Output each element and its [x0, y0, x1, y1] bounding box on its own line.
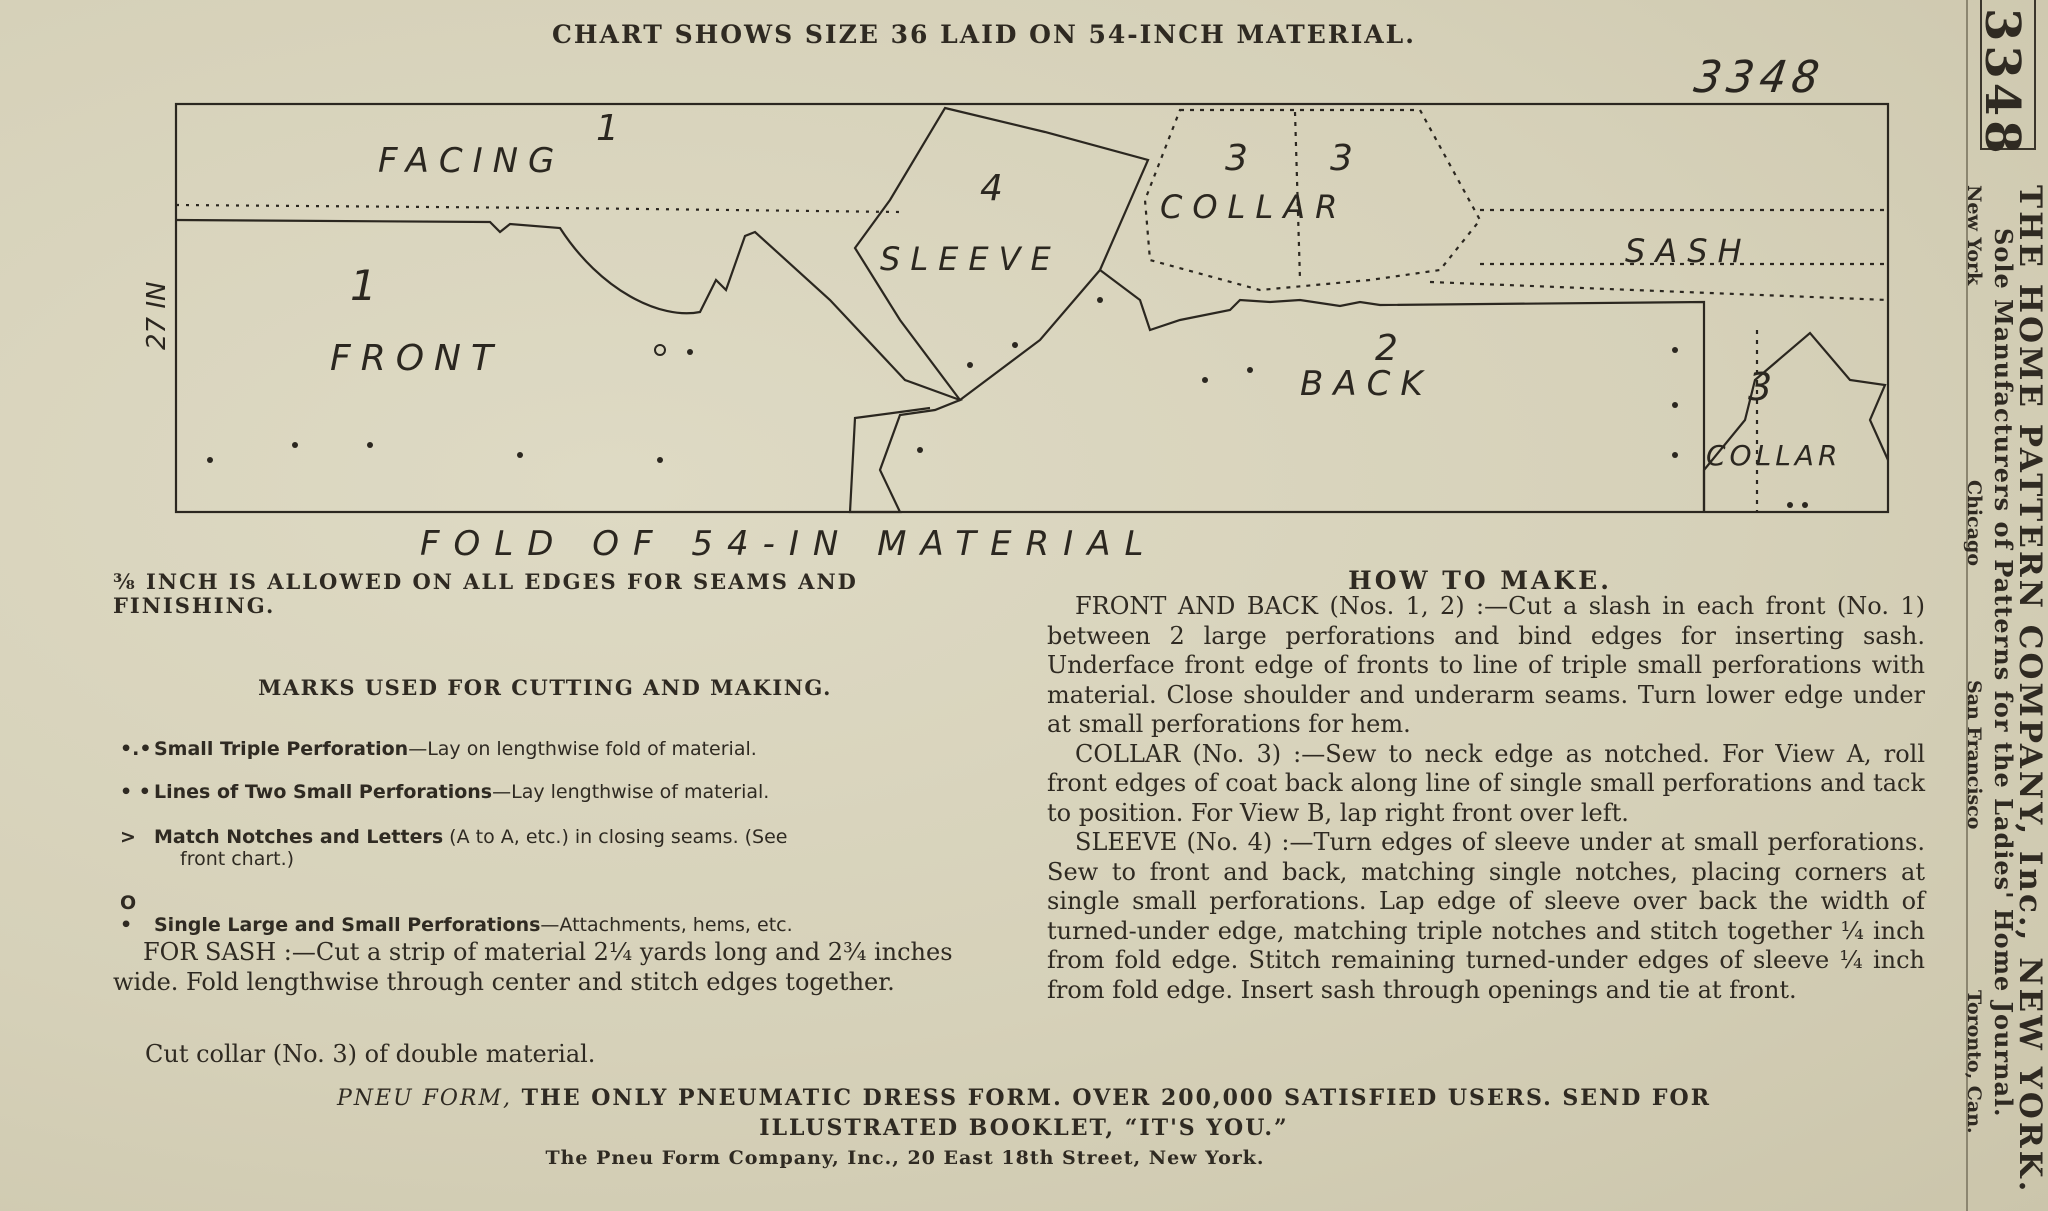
company-subtitle: Sole Manufacturers of Patterns for the Ladies' Home Journal. — [1989, 228, 2018, 1118]
sash-label: SASH — [1625, 232, 1752, 270]
how-to-make-body — [1047, 592, 1925, 1005]
mark-row — [120, 781, 1000, 803]
how-to-make-title: HOW TO MAKE. — [1348, 566, 1612, 595]
collar-number-a: 3 — [1225, 138, 1258, 179]
company-name: THE HOME PATTERN COMPANY, Inc., NEW YORK. — [2012, 185, 2048, 1195]
front-number: 1 — [350, 261, 387, 310]
mark-text: (A to A, etc.) in closing seams. (See — [443, 826, 788, 848]
advertiser-address: The Pneu Form Company, Inc., 20 East 18th Street, New York. — [545, 1147, 1265, 1169]
advertisement-line-2: ILLUSTRATED BOOKLET, “IT'S YOU.” — [759, 1115, 1289, 1141]
collar2-label: COLLAR — [1706, 439, 1842, 472]
cutting-chart — [0, 0, 1950, 560]
collar2-piece — [1704, 333, 1888, 512]
collar-label: COLLAR — [1160, 188, 1348, 226]
triple-perforation-icon: •.• — [120, 738, 152, 760]
advertisement-line — [0, 1085, 2048, 1111]
large-small-perforation-icon: O • — [120, 892, 137, 936]
double-perforation-icon: • • — [120, 781, 151, 803]
collar2-number: 3 — [1748, 365, 1783, 409]
ad-brand: PNEU FORM, — [336, 1086, 513, 1111]
mark-text: —Lay on lengthwise fold of material. — [408, 738, 757, 760]
pattern-number: 3348 — [1974, 8, 2030, 158]
facing-number: 1 — [596, 108, 629, 149]
seam-allowance-note: ⅜ INCH IS ALLOWED ON ALL EDGES FOR SEAMS AND FINISHING. — [113, 569, 858, 618]
collar-number-b: 3 — [1330, 138, 1363, 179]
sleeve-label: SLEEVE — [880, 240, 1061, 278]
mark-row — [120, 738, 1000, 760]
mark-text: —Attachments, hems, etc. — [540, 914, 793, 936]
marks-title: MARKS USED FOR CUTTING AND MAKING. — [258, 675, 832, 700]
city-toronto: Toronto, Can. — [1963, 990, 1985, 1134]
mark-name: Lines of Two Small Perforations — [154, 781, 493, 803]
city-san-francisco: San Francisco — [1963, 680, 1985, 830]
notch-icon: > — [120, 826, 136, 848]
ad-text: THE ONLY PNEUMATIC DRESS FORM. OVER 200,000 SATISFIED USERS. SEND FOR — [512, 1085, 1711, 1111]
fold-label: FOLD OF 54-IN MATERIAL — [420, 524, 1158, 560]
facing-line — [176, 205, 900, 212]
back-number: 2 — [1375, 328, 1408, 369]
width-label: 27 IN — [142, 281, 172, 350]
collar-instructions: Cut collar (No. 3) of double material. — [145, 1040, 596, 1068]
collar-make-instructions: COLLAR (No. 3) :—Sew to neck edge as notched. For View A, roll front edges of coat back along line of single small perforations and tack to position. For View B, lap right front over left. — [1047, 739, 1925, 827]
mark-row — [120, 826, 1000, 870]
city-new-york: New York — [1963, 185, 1985, 286]
handwritten-pattern-number: 3348 — [1691, 52, 1829, 103]
mark-name: Single Large and Small Perforations — [154, 914, 541, 936]
facing-label: FACING — [378, 141, 565, 181]
front-piece — [176, 220, 960, 512]
top-heading: CHART SHOWS SIZE 36 LAID ON 54-INCH MATERIAL. — [552, 20, 1416, 49]
mark-text: —Lay lengthwise of material. — [492, 781, 770, 803]
mark-name: Match Notches and Letters — [154, 826, 444, 848]
front-back-instructions: FRONT AND BACK (Nos. 1, 2) :—Cut a slash in each front (No. 1) between 2 large perforations and bind edges for inserting sash. Underface front edge of fronts to line of triple small perforations with material. Close shoulder and underarm seams. Turn lower edge under at small perforations for hem. — [1047, 592, 1925, 738]
mark-continuation: front chart.) — [180, 848, 295, 870]
sash-instructions: FOR SASH :—Cut a strip of material 2¼ yards long and 2¾ inches wide. Fold lengthwise through center and stitch edges together. — [113, 938, 953, 996]
back-label: BACK — [1300, 364, 1433, 404]
sleeve-instructions: SLEEVE (No. 4) :—Turn edges of sleeve under at small perforations. Sew to front and back, matching single notches, placing corners at single small perforations. Lap edge of sleeve over back the width of turned-under edge, matching triple notches and stitch together ¼ inch from fold edge. Stitch remaining turned-under edges of sleeve ¼ inch from fold edge. Insert sash through openings and tie at front. — [1047, 828, 1925, 1004]
front-label: FRONT — [330, 338, 503, 379]
sleeve-number: 4 — [980, 168, 1013, 209]
mark-row — [120, 892, 1000, 936]
city-chicago: Chicago — [1963, 480, 1985, 566]
mark-name: Small Triple Perforation — [154, 738, 409, 760]
